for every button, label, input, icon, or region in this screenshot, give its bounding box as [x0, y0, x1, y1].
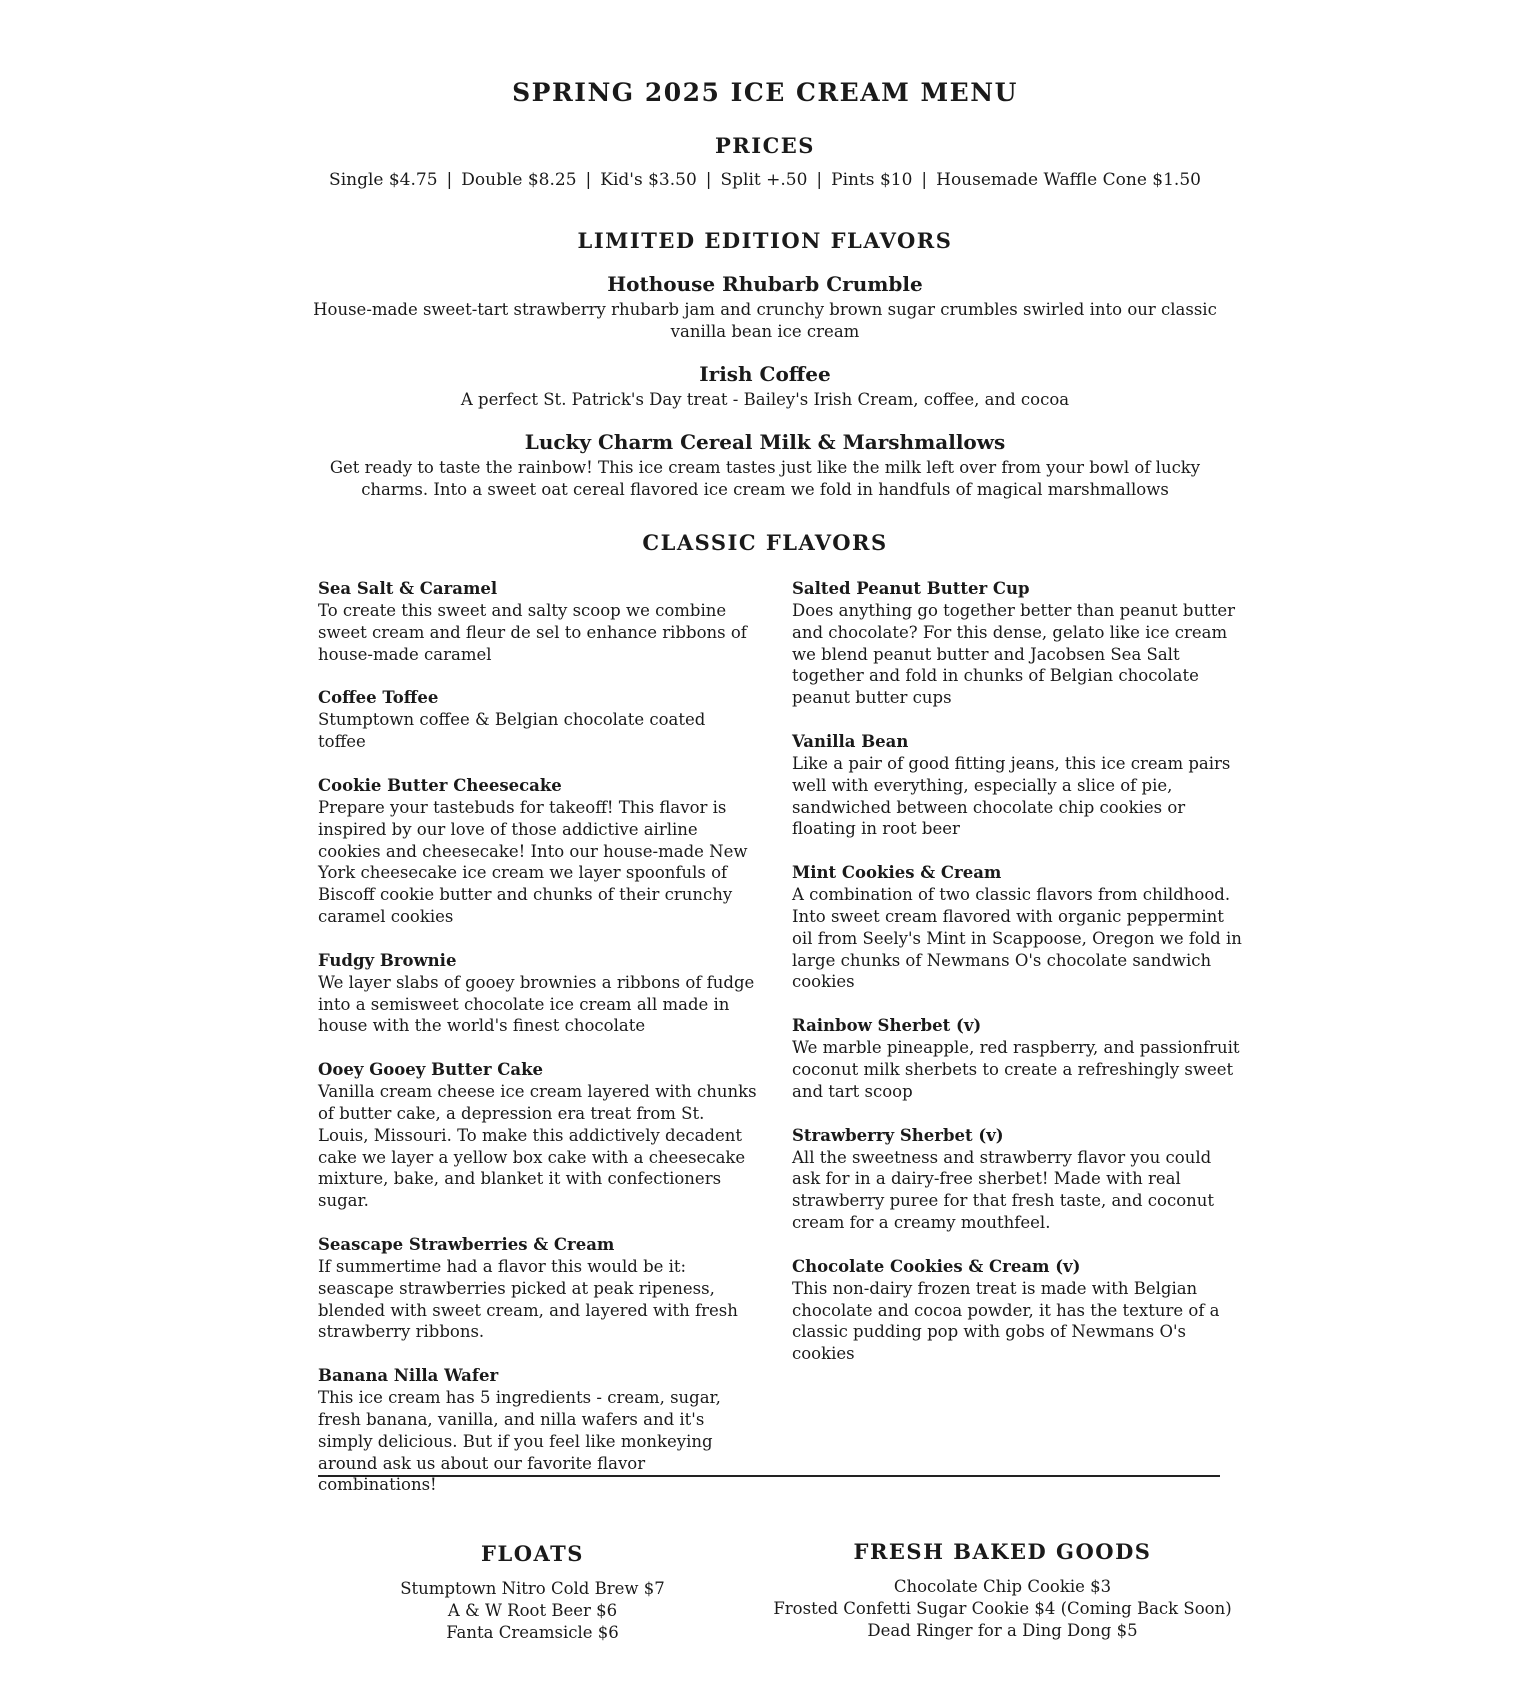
classic-flavor	[792, 862, 1242, 993]
flavor-name: Strawberry Sherbet (v)	[792, 1125, 1004, 1145]
baked-goods-heading: FRESH BAKED GOODS	[853, 1539, 1152, 1564]
baked-goods-section	[760, 1539, 1245, 1642]
float-item: Fanta Creamsicle $6	[446, 1623, 619, 1642]
flavor-description: We layer slabs of gooey brownies a ribbons of fudge into a semisweet chocolate ice cream all made in house with the world's finest chocolate	[318, 972, 755, 1036]
flavor-name: Hothouse Rhubarb Crumble	[607, 272, 923, 296]
flavor-name: Fudgy Brownie	[318, 950, 457, 970]
classic-flavor	[792, 1125, 1242, 1234]
separator: |	[816, 170, 823, 190]
float-item: A & W Root Beer $6	[447, 1601, 618, 1620]
flavor-name: Salted Peanut Butter Cup	[792, 579, 1030, 598]
flavor-description: Like a pair of good fitting jeans, this ice cream pairs well with everything, especially a slice of pie, sandwiched between chocolate chip cookies or floating in root beer	[792, 753, 1231, 839]
floats-heading: FLOATS	[481, 1541, 584, 1566]
flavor-name: Banana Nilla Wafer	[318, 1366, 499, 1386]
price-item: Single $4.75	[329, 170, 438, 190]
flavor-name: Chocolate Cookies & Cream (v)	[792, 1256, 1081, 1276]
flavor-name: Cookie Butter Cheesecake	[318, 775, 562, 795]
flavor-description: To create this sweet and salty scoop we combine sweet cream and fleur de sel to enhance ribbons of house-made caramel	[318, 601, 747, 664]
separator: |	[921, 170, 928, 190]
price-item: Pints $10	[831, 170, 913, 190]
classic-flavor	[792, 578, 1242, 709]
classic-flavor	[792, 1256, 1242, 1365]
classic-flavor	[318, 775, 758, 928]
flavor-description: We marble pineapple, red raspberry, and passionfruit coconut milk sherbets to create a refreshingly sweet and tart scoop	[792, 1038, 1240, 1101]
flavor-description: A perfect St. Patrick's Day treat - Bailey's Irish Cream, coffee, and cocoa	[460, 390, 1070, 409]
classic-flavor	[318, 687, 758, 753]
classic-flavor	[318, 578, 758, 665]
flavor-description: Stumptown coffee & Belgian chocolate coated toffee	[318, 710, 706, 752]
flavor-name: Ooey Gooey Butter Cake	[318, 1060, 544, 1080]
prices-line	[0, 170, 1530, 190]
flavor-name: Seascape Strawberries & Cream	[318, 1234, 615, 1254]
flavor-name: Mint Cookies & Cream	[792, 863, 1002, 883]
floats-section	[360, 1541, 705, 1644]
prices-heading: PRICES	[715, 133, 815, 158]
flavor-name: Sea Salt & Caramel	[318, 579, 498, 598]
flavor-description: If summertime had a flavor this would be it: seascape strawberries picked at peak ripeness, blended with sweet cream, and layered with fresh strawberry ribbons.	[318, 1256, 738, 1342]
flavor-name: Rainbow Sherbet (v)	[792, 1016, 982, 1036]
price-item: Double $8.25	[461, 170, 577, 190]
flavor-description: House-made sweet-tart strawberry rhubarb jam and crunchy brown sugar crumbles swirled into our classic vanilla bean ice cream	[313, 300, 1217, 341]
flavor-description: Vanilla cream cheese ice cream layered with chunks of butter cake, a depression era treat from St. Louis, Missouri. To make this addictively decadent cake we layer a yellow box cake with a cheesecake mixture, bake, and blanket it with confectioners sugar.	[318, 1082, 757, 1211]
flavor-name: Vanilla Bean	[792, 731, 909, 751]
classic-heading: CLASSIC FLAVORS	[642, 530, 888, 555]
flavor-name: Lucky Charm Cereal Milk & Marshmallows	[524, 430, 1006, 454]
baked-item: Chocolate Chip Cookie $3	[893, 1577, 1112, 1596]
price-item: Split +.50	[720, 170, 808, 190]
limited-flavor	[310, 430, 1220, 501]
baked-item: Frosted Confetti Sugar Cookie $4 (Coming Back Soon)	[773, 1599, 1232, 1618]
baked-item: Dead Ringer for a Ding Dong $5	[867, 1621, 1138, 1640]
float-item: Stumptown Nitro Cold Brew $7	[400, 1579, 665, 1598]
limited-flavor	[310, 272, 1220, 343]
price-item: Housemade Waffle Cone $1.50	[936, 170, 1201, 190]
section-divider	[318, 1475, 1220, 1477]
separator: |	[705, 170, 712, 190]
flavor-description: This ice cream has 5 ingredients - cream, sugar, fresh banana, vanilla, and nilla wafers and it's simply delicious. But if you feel like monkeying around ask us about our favorite flavor combinations!	[318, 1388, 721, 1495]
separator: |	[446, 170, 453, 190]
flavor-description: Get ready to taste the rainbow! This ice cream tastes just like the milk left over from your bowl of lucky charms. Into a sweet oat cereal flavored ice cream we fold in handfuls of magical marshmallows	[329, 458, 1201, 499]
classic-flavor	[792, 731, 1242, 840]
price-item: Kid's $3.50	[600, 170, 697, 190]
classic-left-column	[318, 578, 758, 1518]
classic-flavor	[318, 1234, 758, 1343]
menu-title: SPRING 2025 ICE CREAM MENU	[512, 78, 1018, 107]
classic-flavor	[318, 1059, 758, 1212]
flavor-description: Does anything go together better than peanut butter and chocolate? For this dense, gelato like ice cream we blend peanut butter and Jacobsen Sea Salt together and fold in chunks of Belgian chocolate peanut butter cups	[792, 601, 1236, 708]
flavor-description: This non-dairy frozen treat is made with Belgian chocolate and cocoa powder, it has the texture of a classic pudding pop with gobs of Newmans O's cookies	[792, 1278, 1220, 1364]
classic-flavor	[318, 950, 758, 1037]
classic-flavor	[792, 1015, 1242, 1102]
flavor-name: Coffee Toffee	[318, 688, 439, 708]
limited-heading: LIMITED EDITION FLAVORS	[577, 228, 953, 253]
flavor-description: A combination of two classic flavors from childhood. Into sweet cream flavored with organic peppermint oil from Seely's Mint in Scappoose, Oregon we fold in large chunks of Newmans O's chocolate sandwich cookies	[792, 885, 1242, 992]
classic-right-column	[792, 578, 1242, 1387]
flavor-description: All the sweetness and strawberry flavor you could ask for in a dairy-free sherbet! Made with real strawberry puree for that fresh taste, and coconut cream for a creamy mouthfeel.	[792, 1147, 1215, 1232]
separator: |	[585, 170, 592, 190]
flavor-description: Prepare your tastebuds for takeoff! This flavor is inspired by our love of those addictive airline cookies and cheesecake! Into our house-made New York cheesecake ice cream we layer spoonfuls of Biscoff cookie butter and chunks of their crunchy caramel cookies	[318, 797, 748, 926]
flavor-name: Irish Coffee	[699, 362, 831, 386]
limited-flavor	[310, 362, 1220, 411]
